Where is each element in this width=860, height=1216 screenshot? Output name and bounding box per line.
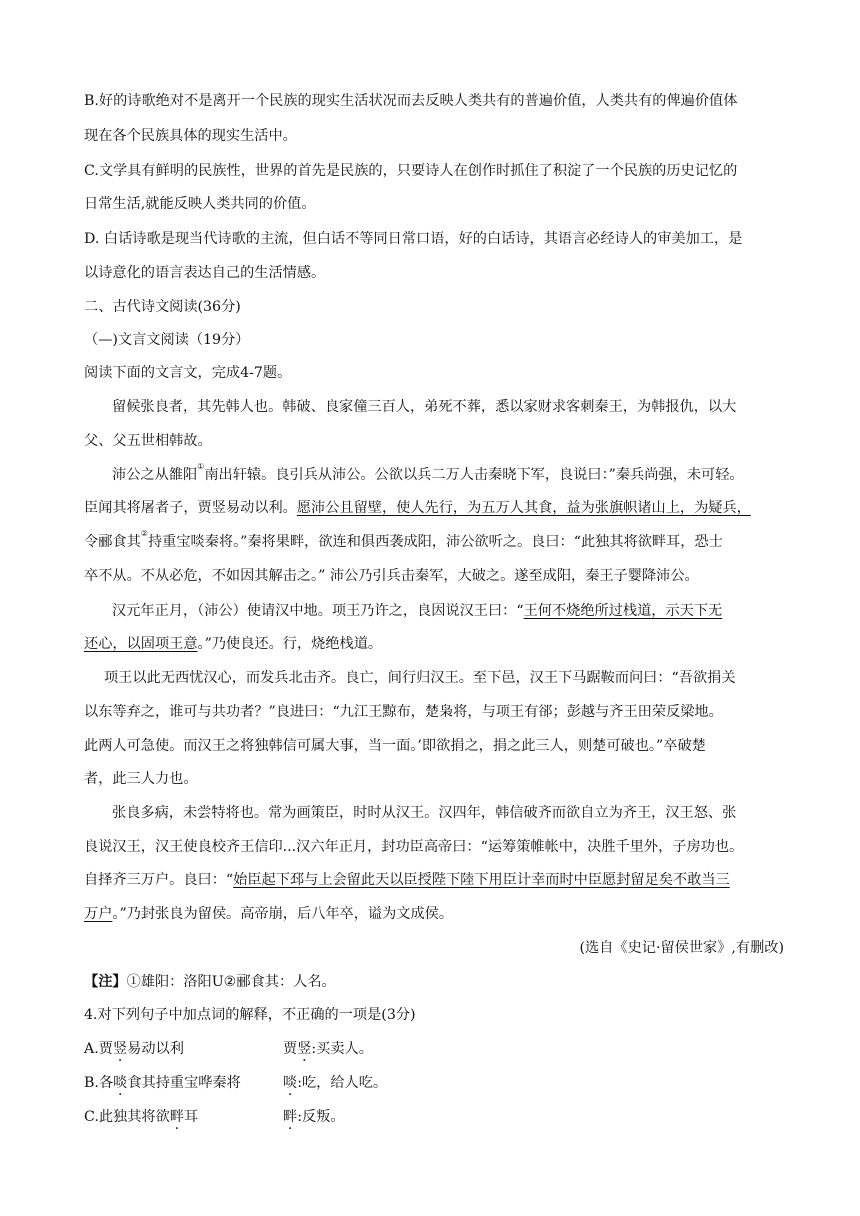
passage-p4-line-2: 以东等弃之，谁可与共功者？”良进曰：“九江王黥布，楚枭将，与项王有郤；彭越与齐王田荣反梁地。: [84, 704, 723, 720]
passage-p4-line-4: 者，此三人力也。: [84, 771, 198, 787]
emphasis-dot-word: 竖: [112, 1041, 128, 1057]
passage-p2-line-4: 卒不从。不从必危，不如因其解击之。” 沛公乃引兵击秦军，大破之。遂至成阳，秦王子婴降沛公。: [84, 568, 699, 584]
underlined-sentence-3b: 万户: [84, 906, 113, 922]
emphasis-dot-word: 竖: [297, 1041, 312, 1057]
underlined-sentence-2a: 王何不烧绝所过栈道，示天下无: [523, 603, 723, 619]
underlined-sentence-1: 愿沛公且留壁，使人先行，为五万人其食，益为张旗帜诸山上，为疑兵，: [296, 500, 751, 516]
question-4-gloss-b: 啖:吃，给人吃。: [283, 1075, 388, 1091]
passage-p2-line-1: 沛公之从雒阳①南出轩辕。良引兵从沛公。公欲以兵二万人击秦晓下军，良说曰：”秦兵尚强，未可轻。: [112, 462, 744, 483]
question-4-gloss-c: 畔:反叛。: [283, 1109, 345, 1125]
passage-p1-line-2: 父、父五世相韩故。: [84, 433, 212, 449]
passage-p2-line-3: 令郦食其②持重宝啖秦将。”秦将果畔，欲连和俱西袭成阳，沛公欲听之。良曰：“此独其将欲畔耳，恐士: [84, 529, 723, 550]
section-heading: 二、古代诗文阅读(36分): [84, 299, 241, 315]
emphasis-dot-word: 畔: [169, 1109, 185, 1125]
option-b-line-1: B.好的诗歌绝对不是离开一个民族的现实生活状况而去反映人类共有的普遍价值，人类共有的俾遍价值体: [84, 93, 738, 109]
footnote-mark-1: ①: [197, 462, 205, 471]
question-4: 4.对下列句子中加点词的解释，不正确的一项是(3分): [84, 1007, 416, 1023]
passage-p5-line-4: 万户。”乃封张良为留侯。高帝崩，后八年卒，谥为文成侯。: [84, 906, 454, 922]
option-d-line-2: 以诗意化的语言表达自己的生活情感。: [84, 265, 326, 281]
subsection-heading: （—)文言文阅读（19分）: [84, 332, 250, 348]
passage-p5-line-2: 良说汉王，汉王使良校齐王信印...汉六年正月，封功臣高帝曰：“运筹策帷帐中，决胜千里外，子房功也。: [84, 839, 744, 855]
footnote-mark-2: ②: [140, 529, 148, 538]
passage-p4-line-1: 项王以此无西忧汉心，而发兵北击齐。良亡，间行归汉王。至下邑，汉王下马踞鞍而问曰：“吾欲捐关: [104, 670, 736, 686]
question-4-gloss-a: 贾竖:买卖人。: [283, 1041, 373, 1057]
question-4-option-a: A.贾竖易动以利: [84, 1041, 184, 1057]
emphasis-dot-word: 啖: [113, 1075, 128, 1091]
option-b-line-2: 现在各个民族具体的现实生活中。: [84, 128, 297, 144]
annotation-note: 【注】①雄阳：洛阳U②郦食其：人名。: [84, 974, 336, 990]
option-c-line-1: C.文学具有鲜明的民族性，世界的首先是民族的，只要诗人在创作时抓住了积淀了一个民族的历史记忆的: [84, 163, 738, 179]
passage-p3-line-1: 汉元年正月，（沛公）使请汉中地。项王乃许之，良因说汉王曰：“王何不烧绝所过栈道，示天下无: [112, 603, 723, 619]
option-c-line-2: 日常生活,就能反映人类共同的价值。: [84, 196, 316, 212]
emphasis-dot-word: 啖: [283, 1075, 298, 1091]
option-d-line-1: D. 白话诗歌是现当代诗歌的主流，但白话不等同日常口语，好的白话诗，其语言必经诗人的审美加工，是: [84, 231, 743, 247]
question-4-option-c: C.此独其将欲畔耳: [84, 1109, 199, 1125]
passage-p4-line-3: 此两人可急使。而汉王之将独韩信可属大事，当一面。’即欲捐之，捐之此三人，则楚可破也。”卒破楚: [84, 738, 706, 754]
reading-instruction: 阅读下面的文言文，完成4-7题。: [84, 365, 292, 381]
passage-p2-line-2: 臣闻其将屠者子，贾竖易动以利。愿沛公且留壁，使人先行，为五万人其食，益为张旗帜诸山上，为疑兵，: [84, 500, 751, 516]
source-citation: (选自《史记·留侯世家》,有删改): [579, 940, 784, 956]
underlined-sentence-3a: 始臣起下邳与上会留此天以臣授陛下陸下用臣计幸而时中臣愿封留足矣不敢当三: [233, 872, 730, 888]
passage-p3-line-2: 还心，以固项王意。”乃使良还。行，烧绝栈道。: [84, 636, 383, 652]
underlined-sentence-2b: 还心，以固项王意: [84, 636, 198, 652]
passage-p1-line-1: 留候张良者，其先韩人也。韩破、良家僮三百人，弟死不葬，悉以家财求客刺秦王，为韩报仇，以大: [112, 399, 737, 415]
passage-p5-line-1: 张良多病，未尝特将也。常为画策臣，时时从汉王。汉四年，韩信破齐而欲自立为齐王，汉王怒、张: [112, 805, 737, 821]
question-4-option-b: B.各啖食其持重宝哗秦将: [84, 1075, 241, 1091]
passage-p5-line-3: 自择齐三万户。良曰：“始臣起下邳与上会留此天以臣授陛下陸下用臣计幸而时中臣愿封留足矣不敢当三: [84, 872, 730, 888]
emphasis-dot-word: 畔: [283, 1109, 298, 1125]
